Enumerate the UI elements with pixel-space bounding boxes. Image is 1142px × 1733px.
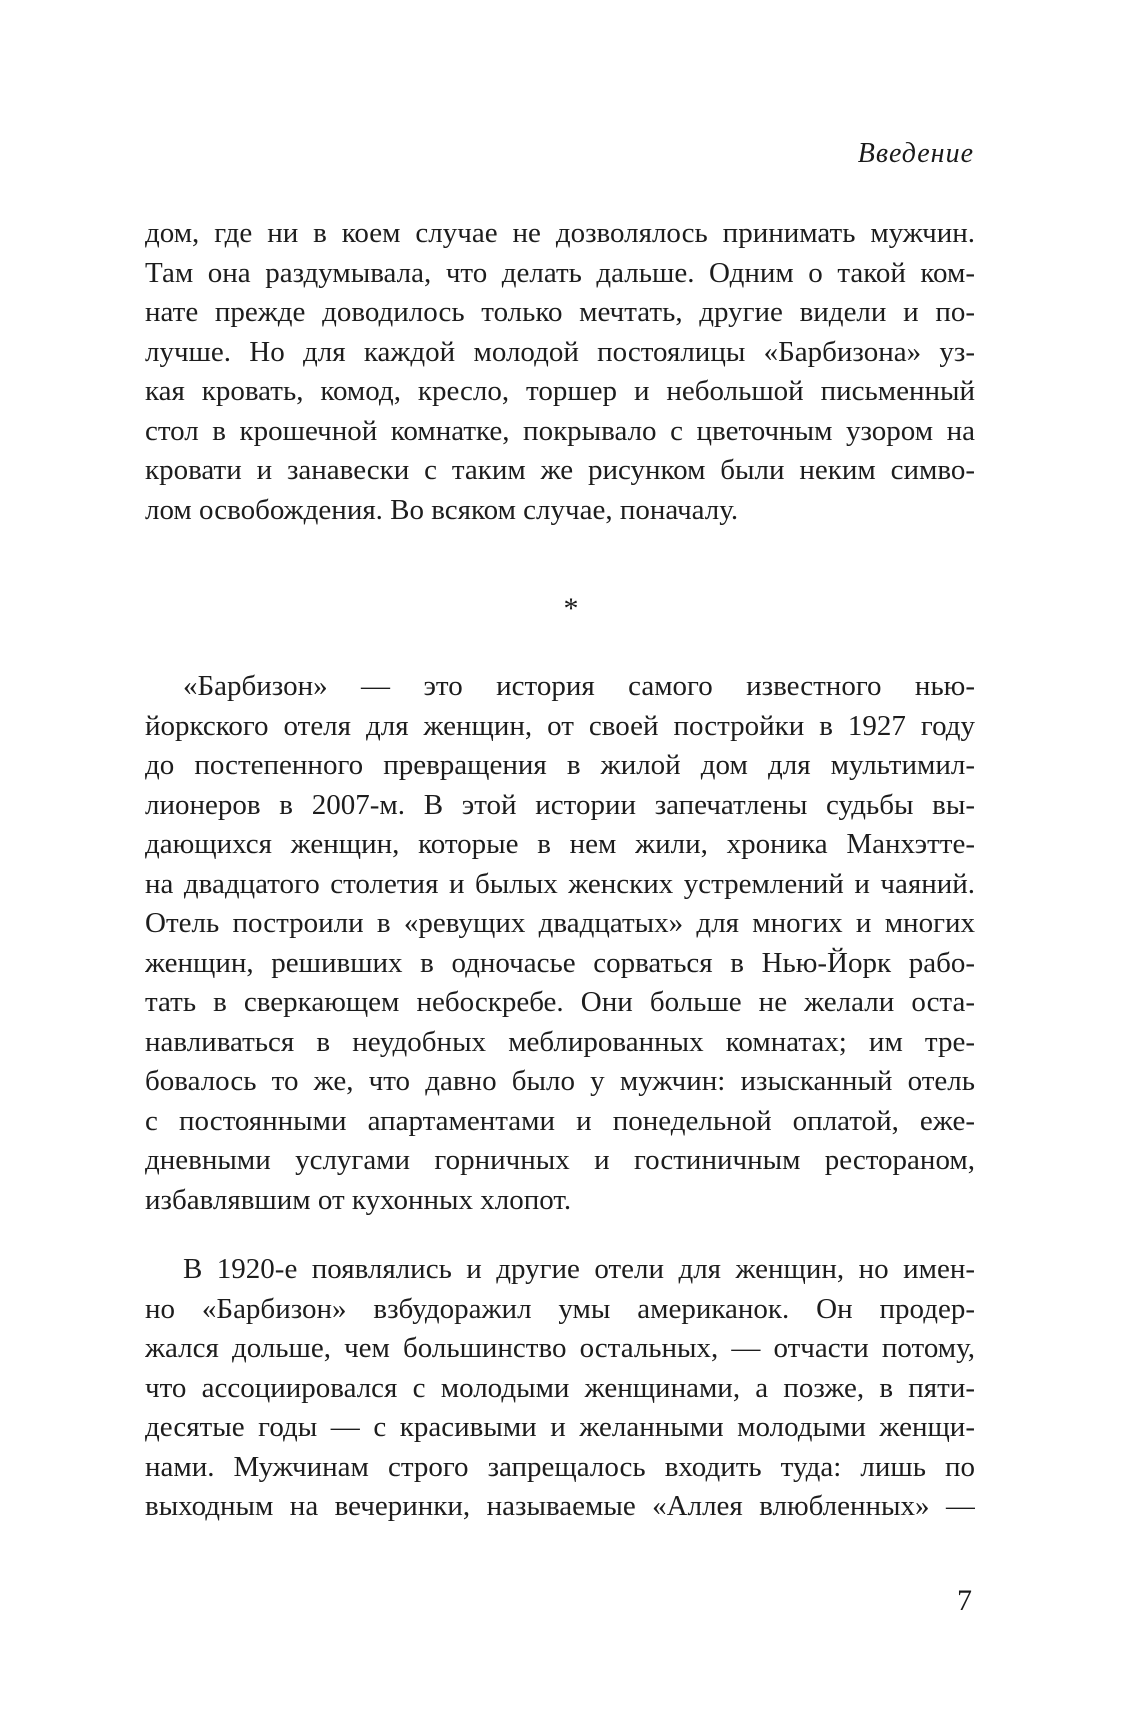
running-header: Введение xyxy=(857,138,974,169)
text-line: Отель построили в «ревущих двадцатых» для многих и многих xyxy=(145,907,975,939)
text-line: жался дольше, чем большинство остальных, — отчасти потому, xyxy=(145,1332,975,1364)
text-line: что ассоциировался с молодыми женщинами, а позже, в пяти- xyxy=(145,1371,975,1404)
paragraph-continued xyxy=(145,214,975,530)
text-line: женщин, решивших в одночасье сорваться в Нью-Йорк рабо- xyxy=(145,946,975,979)
text-line: с постоянными апартаментами и понедельной оплатой, еже- xyxy=(145,1104,975,1137)
text-line: дом, где ни в коем случае не дозволялось принимать мужчин. xyxy=(145,217,975,249)
text-line: десятые годы — с красивыми и желанными молодыми женщи- xyxy=(145,1411,975,1443)
text-line: дающихся женщин, которые в нем жили, хроника Манхэтте- xyxy=(145,828,975,860)
text-line: лучше. Но для каждой молодой постоялицы «Барбизона» уз- xyxy=(145,335,975,368)
text-line: кровати и занавески с таким же рисунком были неким симво- xyxy=(145,454,975,486)
text-line: до постепенного превращения в жилой дом для мультимил- xyxy=(145,749,975,781)
text-line: лионеров в 2007-м. В этой истории запечатлены судьбы вы- xyxy=(145,788,975,821)
text-line: нате прежде доводилось только мечтать, другие видели и по- xyxy=(145,296,975,328)
text-line: на двадцатого столетия и былых женских устремлений и чаяний. xyxy=(145,867,975,900)
text-line: но «Барбизон» взбудоражил умы американок. Он продер- xyxy=(145,1292,975,1325)
text-line: стол в крошечной комнатке, покрывало с цветочным узором на xyxy=(145,414,975,447)
text-line: бовалось то же, что давно было у мужчин: изысканный отель xyxy=(145,1065,975,1097)
paragraph-1920s-hotels xyxy=(145,1250,975,1527)
section-separator: * xyxy=(563,592,579,625)
text-line: нами. Мужчинам строго запрещалось входить туда: лишь по xyxy=(145,1450,975,1483)
text-line: кая кровать, комод, кресло, торшер и небольшой письменный xyxy=(145,375,975,407)
text-line: Там она раздумывала, что делать дальше. Одним о такой ком- xyxy=(145,256,975,289)
text-line: «Барбизон» — это история самого известного нью- xyxy=(183,670,975,702)
text-line: навливаться в неудобных меблированных комнатах; им тре- xyxy=(145,1025,975,1058)
text-line: йоркского отеля для женщин, от своей постройки в 1927 году xyxy=(145,709,975,742)
paragraph-barbizon-history xyxy=(145,667,975,1220)
text-line: лом освобождения. Во всяком случае, поначалу. xyxy=(145,493,739,526)
page-number: 7 xyxy=(957,1584,972,1617)
text-line: избавлявшим от кухонных хлопот. xyxy=(145,1183,572,1216)
text-line: выходным на вечеринки, называемые «Аллея влюбленных» — xyxy=(145,1490,975,1522)
text-line: В 1920-е появлялись и другие отели для женщин, но имен- xyxy=(183,1253,975,1285)
text-line: дневными услугами горничных и гостиничным рестораном, xyxy=(145,1144,975,1176)
text-line: тать в сверкающем небоскребе. Они больше не желали оста- xyxy=(145,986,975,1018)
